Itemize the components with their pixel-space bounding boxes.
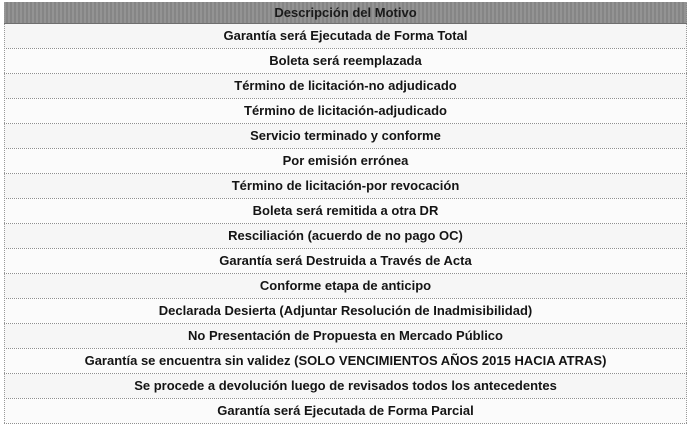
table-row [4,99,687,124]
table-cell: Resciliación (acuerdo de no pago OC) [4,224,687,249]
table-header-row [4,2,687,24]
table-right-border [686,2,687,423]
table-row [4,199,687,224]
table-left-border [4,2,5,423]
table-cell: No Presentación de Propuesta en Mercado Público [4,324,687,349]
column-header-descripcion-motivo: Descripción del Motivo [4,2,687,24]
table-row [4,224,687,249]
table-row [4,349,687,374]
table-row [4,374,687,399]
table-cell: Garantía será Ejecutada de Forma Total [4,24,687,49]
table-row [4,299,687,324]
table-cell: Término de licitación-adjudicado [4,99,687,124]
table-cell: Término de licitación-por revocación [4,174,687,199]
table-cell: Garantía se encuentra sin validez (SOLO VENCIMIENTOS AÑOS 2015 HACIA ATRAS) [4,349,687,374]
table-cell: Garantía será Destruida a Través de Acta [4,249,687,274]
table-row [4,274,687,299]
table-row [4,249,687,274]
table-cell: Servicio terminado y conforme [4,124,687,149]
table-row [4,24,687,49]
table-cell: Por emisión errónea [4,149,687,174]
table-row [4,124,687,149]
table-row [4,149,687,174]
motivo-table-container [4,2,687,424]
table-cell: Término de licitación-no adjudicado [4,74,687,99]
table-row [4,399,687,424]
table-cell: Boleta será reemplazada [4,49,687,74]
table-cell: Se procede a devolución luego de revisados todos los antecedentes [4,374,687,399]
table-row [4,49,687,74]
table-cell: Boleta será remitida a otra DR [4,199,687,224]
table-row [4,74,687,99]
table-cell: Garantía será Ejecutada de Forma Parcial [4,399,687,424]
table-row [4,324,687,349]
table-cell: Conforme etapa de anticipo [4,274,687,299]
table-row [4,174,687,199]
motivo-table [4,2,687,424]
table-cell: Declarada Desierta (Adjuntar Resolución de Inadmisibilidad) [4,299,687,324]
